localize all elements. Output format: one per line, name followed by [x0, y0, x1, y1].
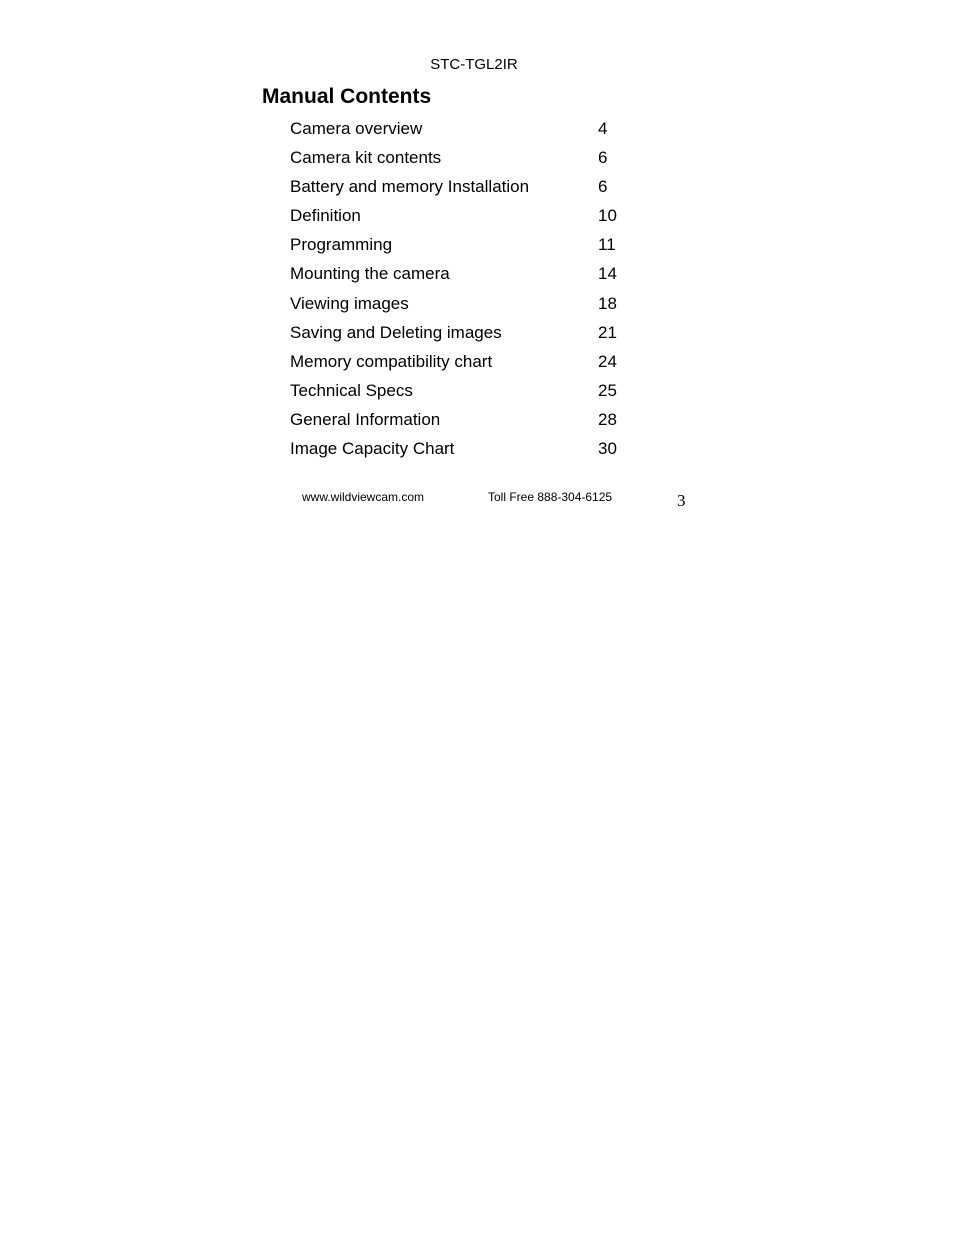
toc-entry-page: 25 [598, 380, 617, 400]
toc-entry [290, 289, 650, 318]
toc-entry-page: 30 [598, 439, 617, 459]
toc-entry [290, 405, 650, 434]
toc-entry-page: 18 [598, 293, 617, 313]
toc-entry-title: Definition [290, 206, 361, 226]
toc-entry-page: 14 [598, 264, 617, 284]
toc-entry [290, 143, 650, 172]
toc-entry [290, 114, 650, 143]
page-number: 3 [677, 491, 686, 510]
page-title: Manual Contents [262, 85, 432, 108]
toc-entry-title: Camera kit contents [290, 148, 442, 168]
toc-entry-page: 4 [598, 119, 608, 138]
toc-entry-title: Memory compatibility chart [290, 351, 493, 371]
toc-entry-page: 24 [598, 351, 617, 371]
toc-entry-page: 6 [598, 177, 608, 197]
model-header: STC-TGL2IR [430, 56, 518, 73]
toc-entry [290, 347, 650, 376]
toc-entry-page: 21 [598, 322, 617, 342]
footer-phone: Toll Free 888-304-6125 [488, 490, 613, 504]
table-of-contents [290, 114, 650, 463]
toc-entry-title: Battery and memory Installation [290, 177, 530, 197]
toc-entry-title: Viewing images [290, 293, 409, 313]
toc-entry [290, 376, 650, 405]
toc-entry-page: 11 [598, 235, 616, 255]
toc-entry [290, 259, 650, 288]
toc-entry-title: Mounting the camera [290, 264, 450, 284]
toc-entry-title: Image Capacity Chart [290, 439, 455, 459]
toc-entry-title: Saving and Deleting images [290, 322, 502, 342]
toc-entry-page: 6 [598, 148, 608, 168]
toc-entry [290, 318, 650, 347]
toc-entry-title: General Information [290, 409, 441, 429]
toc-entry [290, 201, 650, 230]
footer-website: www.wildviewcam.com [302, 490, 425, 504]
toc-entry [290, 172, 650, 201]
toc-entry-title: Technical Specs [290, 380, 413, 400]
toc-entry-page: 10 [598, 206, 617, 226]
toc-entry [290, 230, 650, 259]
toc-entry-title: Programming [290, 235, 393, 255]
toc-entry-page: 28 [598, 409, 617, 429]
toc-entry-title: Camera overview [290, 119, 423, 138]
toc-entry [290, 434, 650, 463]
